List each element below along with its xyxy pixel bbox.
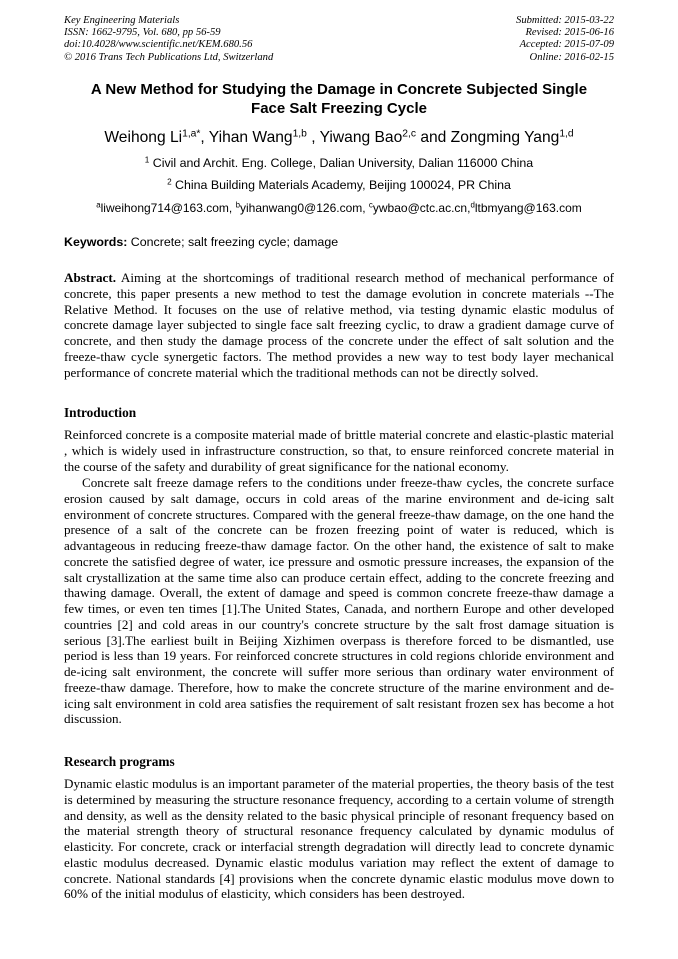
date-submitted: Submitted: 2015-03-22 [516,15,614,26]
author-name: Yihan Wang [208,129,293,146]
affiliation-text: Civil and Archit. Eng. College, Dalian University, Dalian 116000 China [149,156,534,170]
email-mark: a [96,200,101,210]
author-affiliation-mark: 1,a* [182,128,201,140]
author-name: Yiwang Bao [319,129,403,146]
author-separator: , [200,129,209,146]
email-address: ltbmyang@163.com [474,201,582,215]
date-online: Online: 2016-02-15 [529,51,614,63]
submission-dates [516,15,614,64]
abstract-label: Abstract. [64,270,116,285]
paper-title [64,80,614,118]
journal-info [64,15,273,64]
introduction-paragraph-2: Concrete salt freeze damage refers to the conditions under freeze-thaw cycles, the concrete surface erosion caused by salt damage, occurs in cold areas of the marine environment and de-icing salt environment of concrete structures. Compared with the general freeze-thaw damage, on the one hand the presence of a salt of the concrete can be frozen freezing point of water is reduced, which is advantageous in reducing freeze-thaw damage factor. On the other hand, the existence of salt to make concrete the satisfied degree of water, ice pressure and osmotic pressure increases, the expansion of the salt crystallization at the same time also can produce certain effect, adding to the concrete freezing and thawing damage. Overall, the extent of damage and speed is common concrete freeze-thaw damage a few times, or even ten times [1].The United States, Canada, and northern Europe and other developed countries [2] and cold areas in our country's concrete structure by the salt frost damage situation is serious [3].The earliest built in Beijing Xizhimen overpass is therefore forced to be dismantled, use period is less than 19 years. For reinforced concrete structures in cold regions chloride environment and de-icing salt environment, the concrete will suffer more serious than ordinary water environment of freeze-thaw damage. Therefore, how to make the concrete structure of the marine environment and de-icing salt environment in cold area satisfies the requirement of salt resistant frozen sex has become a hot discussion. [64,475,614,727]
research-programs-paragraph-1: Dynamic elastic modulus is an important parameter of the material properties, the theory basis of the test is determined by measuring the structure resonance frequency, according to a certain volume of strength and density, as well as the density related to the basic physical principle of resonant frequency based on the material strength theory of structural resonance frequency calculated by dynamic modulus of elasticity. For concrete, crack or interfacial strength degradation will directly lead to concrete dynamic elastic modulus decreased. Dynamic elastic modulus variation may reflect the extent of damage to concrete. National standards [4] provisions when the concrete dynamic elastic modulus move down to 60% of the initial modulus of elasticity, which considers has been destroyed. [64,776,614,902]
keywords [64,235,614,250]
email-mark: d [470,200,475,210]
journal-name: Key Engineering Materials [64,15,180,26]
affiliation-text: China Building Materials Academy, Beijing 100024, PR China [171,178,511,192]
author-affiliation-mark: 1,d [559,128,574,140]
paper-title-line-2: Face Salt Freezing Cycle [251,100,427,117]
introduction-heading: Introduction [64,405,137,420]
author-separator: and [415,129,451,146]
date-accepted: Accepted: 2015-07-09 [519,39,614,51]
journal-copyright: © 2016 Trans Tech Publications Ltd, Switzerland [64,51,274,63]
author-emails [64,201,614,216]
date-revised: Revised: 2015-06-16 [525,27,614,39]
research-programs-heading: Research programs [64,754,175,769]
affiliation-1 [64,156,614,171]
affiliation-mark: 1 [144,155,150,165]
author-name: Zongming Yang [450,129,560,146]
email-address: ywbao@ctc.ac.cn, [372,201,471,215]
email-mark: b [235,200,240,210]
journal-issn: ISSN: 1662-9795, Vol. 680, pp 56-59 [64,27,221,39]
abstract [64,270,614,380]
author-list [64,128,614,148]
introduction-paragraph-1: Reinforced concrete is a composite material made of brittle material concrete and elastic-plastic material , which is widely used in infrastructure construction, so that, to ensure reinforced concrete material in the course of the safety and durability of great significance for the national economy. [64,427,614,474]
keywords-label: Keywords: [64,235,128,249]
keywords-text: Concrete; salt freezing cycle; damage [127,235,339,249]
journal-doi: doi:10.4028/www.scientific.net/KEM.680.56 [64,39,253,51]
author-separator: , [306,129,320,146]
email-address: yihanwang0@126.com, [239,201,369,215]
paper-title-line-1: A New Method for Studying the Damage in Concrete Subjected Single [90,81,588,98]
email-mark: c [368,200,373,210]
author-affiliation-mark: 1,b [292,128,307,140]
affiliation-2 [64,178,614,193]
email-address: liweihong714@163.com, [100,201,236,215]
author-affiliation-mark: 2,c [402,128,416,140]
abstract-text: Aiming at the shortcomings of traditional research method of mechanical performance of concrete, this paper presents a new method to test the damage evolution in concrete materials --The Relative Method. It focuses on the use of relative method, via testing dynamic elastic modulus of concrete damage layer subjected to single face salt freezing cyclic, to draw a gradient damage curve of concrete, and then study the damage process of the concrete under the effect of salt solution and the freeze-thaw cycle synergetic factors. The method provides a new way to test body layer mechanical performance of concrete material which the traditional methods can not be directly solved. [64,270,614,380]
affiliation-mark: 2 [167,177,172,187]
author-name: Weihong Li [104,129,183,146]
